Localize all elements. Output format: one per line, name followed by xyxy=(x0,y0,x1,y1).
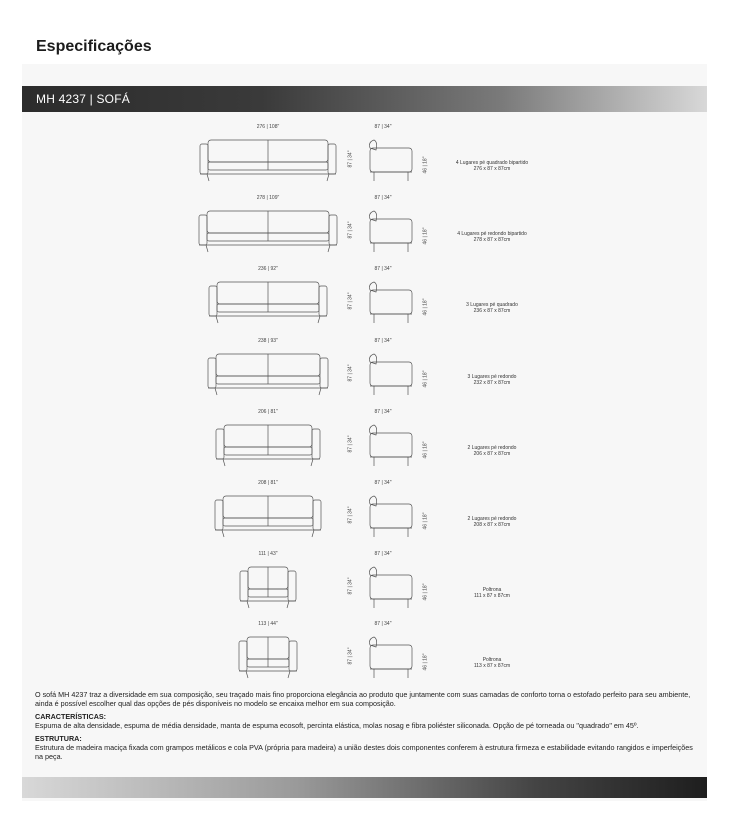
width-dimension: 206 | 81" xyxy=(258,409,278,415)
depth-dimension: 87 | 34" xyxy=(374,266,392,272)
product-name: 3 Lugares pé quadrado xyxy=(466,302,518,308)
sofa-front-view xyxy=(196,207,340,253)
sofa-side-view xyxy=(366,492,416,538)
seat-height-dimension: 46 | 18" xyxy=(422,512,429,530)
model-title: MH 4237 | SOFÁ xyxy=(36,92,130,106)
product-description xyxy=(440,587,544,599)
product-row xyxy=(0,617,729,687)
height-dimension: 87 | 34" xyxy=(347,221,354,239)
depth-dimension: 87 | 34" xyxy=(374,338,392,344)
sofa-side-view xyxy=(366,278,416,324)
product-row xyxy=(0,547,729,617)
product-name: 2 Lugares pé redondo xyxy=(467,445,517,451)
height-dimension: 87 | 34" xyxy=(347,435,354,453)
structure-heading: ESTRUTURA: xyxy=(35,734,82,743)
product-size: 232 x 87 x 87cm xyxy=(473,380,511,386)
depth-dimension: 87 | 34" xyxy=(374,124,392,130)
sofa-front-view xyxy=(212,492,324,538)
sofa-side-view xyxy=(366,633,416,679)
depth-dimension: 87 | 34" xyxy=(374,480,392,486)
product-name: 4 Lugares pé quadrado bipartido xyxy=(455,160,529,166)
product-description xyxy=(440,516,544,528)
width-dimension: 208 | 81" xyxy=(258,480,278,486)
product-row xyxy=(0,120,729,190)
product-size: 236 x 87 x 87cm xyxy=(473,308,511,314)
depth-dimension: 87 | 34" xyxy=(374,195,392,201)
sofa-front-view xyxy=(206,278,330,324)
product-size: 208 x 87 x 87cm xyxy=(473,522,511,528)
sofa-side-view xyxy=(366,421,416,467)
depth-dimension: 87 | 34" xyxy=(374,409,392,415)
sofa-front-view xyxy=(197,136,339,182)
sofa-front-view xyxy=(213,421,323,467)
sofa-front-view xyxy=(237,563,299,609)
sofa-side-view xyxy=(366,136,416,182)
depth-dimension: 87 | 34" xyxy=(374,621,392,627)
width-dimension: 236 | 92" xyxy=(258,266,278,272)
product-name: Poltrona xyxy=(482,587,502,593)
sofa-front-view xyxy=(236,633,300,679)
footer-bar xyxy=(22,777,707,798)
depth-dimension: 87 | 34" xyxy=(374,551,392,557)
product-row xyxy=(0,191,729,261)
product-name: 2 Lugares pé redondo xyxy=(467,516,517,522)
features-text: Espuma de alta densidade, espuma de média densidade, manta de espuma ecosoft, percinta elástica, molas nosag e fibra poliéster siliconada. Opção de pé torneada ou "quadrado" em 45º. xyxy=(35,721,639,730)
product-size: 206 x 87 x 87cm xyxy=(473,451,511,457)
product-size: 276 x 87 x 87cm xyxy=(473,166,511,172)
product-name: 3 Lugares pé redondo xyxy=(467,374,517,380)
product-row xyxy=(0,405,729,475)
sofa-front-view xyxy=(205,350,331,396)
product-size: 113 x 87 x 87cm xyxy=(473,663,511,669)
width-dimension: 111 | 43" xyxy=(258,551,278,557)
features-heading: CARACTERÍSTICAS: xyxy=(35,712,107,721)
product-description xyxy=(440,160,544,172)
width-dimension: 238 | 93" xyxy=(258,338,278,344)
product-size: 278 x 87 x 87cm xyxy=(473,237,511,243)
product-name: Poltrona xyxy=(482,657,502,663)
description-block xyxy=(35,690,695,765)
height-dimension: 87 | 34" xyxy=(347,647,354,665)
description-text: O sofá MH 4237 traz a diversidade em sua composição, seu traçado mais fino proporciona elegância ao produto que juntamente com suas camadas de conforto torna o estofado perfeito para seu ambiente, ainda é possível escolher qual das opções de pés disponíveis no modelo se encaixa melhor em sua composição. xyxy=(35,690,691,708)
product-row xyxy=(0,262,729,332)
sofa-side-view xyxy=(366,207,416,253)
product-description xyxy=(440,302,544,314)
seat-height-dimension: 46 | 18" xyxy=(422,583,429,601)
product-description xyxy=(440,231,544,243)
seat-height-dimension: 46 | 18" xyxy=(422,653,429,671)
seat-height-dimension: 46 | 18" xyxy=(422,227,429,245)
sofa-side-view xyxy=(366,563,416,609)
width-dimension: 113 | 44" xyxy=(258,621,278,627)
seat-height-dimension: 46 | 18" xyxy=(422,370,429,388)
product-description xyxy=(440,657,544,669)
height-dimension: 87 | 34" xyxy=(347,506,354,524)
height-dimension: 87 | 34" xyxy=(347,150,354,168)
structure-text: Estrutura de madeira maciça fixada com grampos metálicos e cola PVA (própria para madeira) a união destes dois componentes conferem à estrutura firmeza e estabilidade evitando rangidos e imperfeições na peça. xyxy=(35,743,693,761)
product-description xyxy=(440,374,544,386)
sofa-side-view xyxy=(366,350,416,396)
product-name: 4 Lugares pé redondo bipartido xyxy=(457,231,527,237)
product-description xyxy=(440,445,544,457)
product-row xyxy=(0,334,729,404)
page-title: Especificações xyxy=(36,38,152,55)
height-dimension: 87 | 34" xyxy=(347,292,354,310)
width-dimension: 278 | 109" xyxy=(256,195,280,201)
product-row xyxy=(0,476,729,546)
seat-height-dimension: 46 | 18" xyxy=(422,441,429,459)
seat-height-dimension: 46 | 18" xyxy=(422,298,429,316)
product-size: 111 x 87 x 87cm xyxy=(474,593,510,599)
height-dimension: 87 | 34" xyxy=(347,577,354,595)
seat-height-dimension: 46 | 18" xyxy=(422,156,429,174)
model-title-bar xyxy=(22,86,707,112)
height-dimension: 87 | 34" xyxy=(347,364,354,382)
width-dimension: 276 | 108" xyxy=(256,124,280,130)
